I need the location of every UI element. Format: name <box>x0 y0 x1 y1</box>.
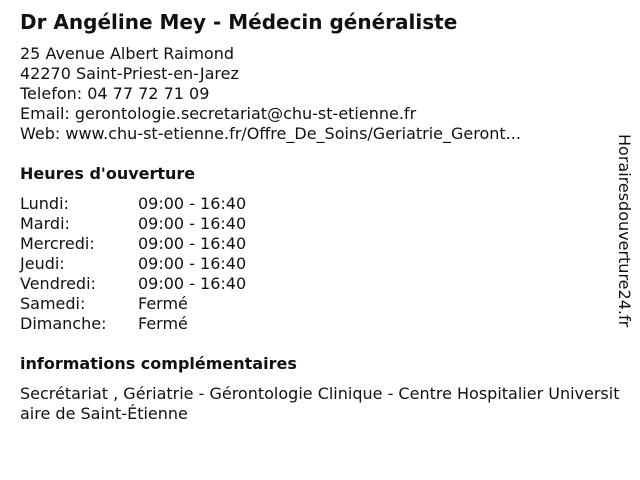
hours-row <box>20 254 246 274</box>
hours-time: 09:00 - 16:40 <box>138 254 247 273</box>
hours-row <box>20 314 246 334</box>
hours-table <box>20 194 246 334</box>
hours-row <box>20 194 246 214</box>
contact-block <box>20 44 521 144</box>
address-city: 42270 Saint-Priest-en-Jarez <box>20 64 239 83</box>
page-title: Dr Angéline Mey - Médecin généraliste <box>20 10 458 34</box>
address-street: 25 Avenue Albert Raimond <box>20 44 234 63</box>
hours-day: Lundi: <box>20 194 69 213</box>
hours-day: Jeudi: <box>20 254 65 273</box>
hours-day: Dimanche: <box>20 314 107 333</box>
web-line[interactable]: Web: www.chu-st-etienne.fr/Offre_De_Soins/Geriatrie_Geront... <box>20 124 521 143</box>
hours-time: Fermé <box>138 294 188 313</box>
email-line[interactable]: Email: gerontologie.secretariat@chu-st-etienne.fr <box>20 104 417 123</box>
hours-day: Vendredi: <box>20 274 96 293</box>
hours-day: Samedi: <box>20 294 86 313</box>
site-watermark: Horairesdouverture24.fr <box>615 134 634 328</box>
hours-heading: Heures d'ouverture <box>20 164 196 183</box>
hours-day: Mercredi: <box>20 234 95 253</box>
hours-time: 09:00 - 16:40 <box>138 234 247 253</box>
hours-time: 09:00 - 16:40 <box>138 214 247 233</box>
hours-row <box>20 274 246 294</box>
hours-day: Mardi: <box>20 214 70 233</box>
hours-time: Fermé <box>138 314 188 333</box>
hours-time: 09:00 - 16:40 <box>138 194 247 213</box>
info-heading: informations complémentaires <box>20 354 297 373</box>
hours-row <box>20 214 246 234</box>
hours-row <box>20 234 246 254</box>
hours-row <box>20 294 246 314</box>
hours-time: 09:00 - 16:40 <box>138 274 247 293</box>
phone-line[interactable]: Telefon: 04 77 72 71 09 <box>20 84 210 103</box>
info-text: Secrétariat , Gériatrie - Gérontologie Clinique - Centre Hospitalier Universitaire de Saint-Étienne <box>20 384 620 423</box>
